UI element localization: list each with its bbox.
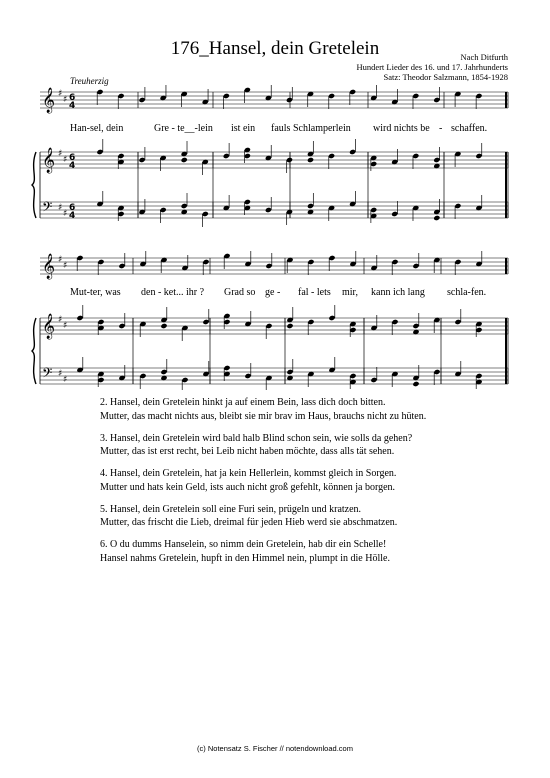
- lyric-syllable: Han-sel, dein: [70, 123, 124, 134]
- clef-symbol: 𝄞: [42, 314, 56, 339]
- lyric-syllable: kann ich lang: [371, 287, 425, 298]
- time-signature: 4: [69, 211, 76, 221]
- tempo-marking: Treuherzig: [70, 76, 109, 86]
- piano-brace: [32, 318, 36, 384]
- lyric-syllable: fal - lets: [298, 287, 331, 298]
- lyric-syllable: ist ein: [231, 123, 256, 134]
- lyric-syllable: wird nichts be: [373, 123, 430, 134]
- verse-5: [100, 503, 520, 530]
- lyric-syllable: schla-fen.: [447, 287, 487, 298]
- lyric-syllable: Grad so: [224, 287, 256, 298]
- lyric-syllable: mir,: [342, 287, 358, 298]
- lyric-syllable: -: [439, 123, 443, 134]
- time-signature: 6: [69, 203, 76, 213]
- lyric-syllable: Gre - te__-lein: [154, 123, 213, 134]
- credit-source: Nach Ditfurth: [460, 52, 508, 62]
- verse-line: 6. O du dumms Hanselein, so nimm dein Gretelein, hab dir ein Schelle!: [100, 539, 387, 550]
- verse-2: [100, 396, 520, 423]
- verse-list: [100, 396, 520, 574]
- sharp-sign: ♯: [63, 155, 68, 165]
- lyric-syllable: ge -: [265, 287, 281, 298]
- lyric-syllable: Schlamperlein: [293, 123, 351, 134]
- sharp-sign: ♯: [63, 321, 68, 331]
- notehead: [160, 323, 167, 329]
- sharp-sign: ♯: [63, 95, 68, 105]
- sharp-sign: ♯: [63, 209, 68, 219]
- time-signature: 4: [69, 161, 76, 171]
- clef-symbol: 𝄞: [42, 88, 56, 113]
- time-signature: 6: [69, 93, 76, 103]
- verse-line: Mutter, das frischt die Lieb, dreimal für jeden Hieb werd sie abschmatzen.: [100, 517, 398, 528]
- notehead: [412, 381, 419, 387]
- verse-4: [100, 467, 520, 494]
- verse-6: [100, 538, 520, 565]
- lyric-syllable: den - ket... ihr ?: [141, 287, 205, 298]
- clef-symbol: 𝄞: [42, 254, 56, 279]
- notehead: [286, 323, 293, 329]
- clef-symbol: 𝄢: [42, 365, 53, 384]
- lyric-syllable: fauls: [271, 123, 291, 134]
- verse-line: 5. Hansel, dein Gretelein soll eine Furi sein, prügeln und kratzen.: [100, 503, 362, 515]
- verse-line: Mutter, das ist erst recht, bei Leib nicht haben möchte, dass alls tät sehen.: [100, 446, 395, 457]
- credit-collection: Hundert Lieder des 16. und 17. Jahrhunderts: [356, 62, 508, 72]
- verse-line: Hansel nahms Gretelein, hupft in den Himmel nein, plumpt in die Hölle.: [100, 552, 390, 564]
- clef-symbol: 𝄢: [42, 199, 53, 218]
- verse-line: 4. Hansel, dein Gretelein, hat ja kein Hellerlein, kommst gleich in Sorgen.: [100, 468, 397, 479]
- sharp-sign: ♯: [58, 255, 63, 265]
- verse-line: Mutter und hats kein Geld, ists auch nicht groß gefehlt, können ja borgen.: [100, 481, 396, 493]
- sharp-sign: ♯: [63, 261, 68, 271]
- notehead: [181, 157, 188, 163]
- notehead: [307, 157, 314, 163]
- verse-line: 2. Hansel, dein Gretelein hinkt ja auf einem Bein, lass dich doch bitten.: [100, 397, 386, 408]
- page-title: 176_Hansel, dein Gretelein: [170, 38, 380, 59]
- sharp-sign: ♯: [58, 203, 63, 213]
- time-signature: 6: [69, 153, 76, 163]
- lyric-syllable: Mut-ter, was: [70, 287, 121, 298]
- clef-symbol: 𝄞: [42, 148, 56, 173]
- footer-copyright: (c) Notensatz S. Fischer // notendownload.com: [197, 744, 353, 753]
- sharp-sign: ♯: [58, 315, 63, 325]
- sharp-sign: ♯: [58, 89, 63, 99]
- verse-3: [100, 432, 520, 459]
- piano-brace: [32, 152, 36, 218]
- sharp-sign: ♯: [58, 149, 63, 159]
- notehead: [433, 215, 440, 221]
- sharp-sign: ♯: [63, 375, 68, 385]
- verse-line: 3. Hansel, dein Gretelein wird bald halb Blind schon sein, wie solls da gehen?: [100, 432, 413, 444]
- sharp-sign: ♯: [58, 369, 63, 379]
- time-signature: 4: [69, 101, 76, 111]
- verse-line: Mutter, das macht nichts aus, bleibt sie mir brav im Haus, brauchs nicht zu hüten.: [100, 410, 427, 422]
- credit-arranger: Satz: Theodor Salzmann, 1854-1928: [383, 72, 508, 82]
- lyric-syllable: schaffen.: [451, 123, 488, 134]
